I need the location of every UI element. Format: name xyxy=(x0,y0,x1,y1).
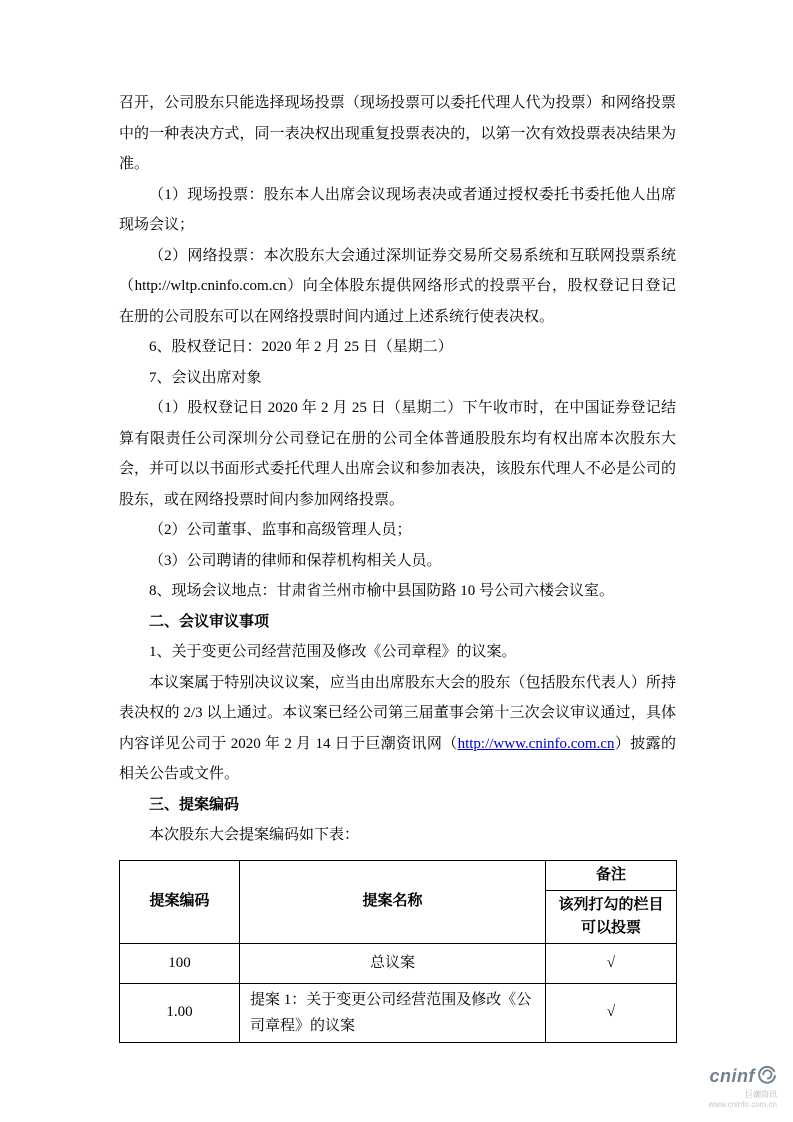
cninfo-caption-url: www.cninfo.com.cn xyxy=(708,1100,777,1109)
cninfo-brand-text: cninf xyxy=(709,1066,755,1086)
header-remark-note: 该列打勾的栏目可以投票 xyxy=(546,890,677,943)
header-remark: 备注 xyxy=(546,860,677,890)
cninfo-swirl-icon xyxy=(757,1064,777,1089)
section-heading-proposal-codes: 三、提案编码 xyxy=(149,796,240,813)
paragraph-network-voting xyxy=(119,241,676,333)
cell-remark-check: √ xyxy=(546,983,677,1042)
proposal-code-table xyxy=(119,860,677,1043)
paragraph-attendees-2: （2）公司董事、监事和高级管理人员； xyxy=(149,522,412,538)
table-row xyxy=(120,943,677,983)
cell-proposal-code: 1.00 xyxy=(120,983,240,1042)
cninfo-link[interactable]: http://www.cninfo.com.cn xyxy=(457,735,615,752)
cninfo-logo-caption xyxy=(709,1090,777,1110)
paragraph-text: ）向全体股东提供网络形式的投票平台，股权登记日登记在册的公司股东可以在网络投票时间内通过上述系统行使表决权。 xyxy=(119,278,676,325)
table-row xyxy=(120,983,677,1042)
cninfo-caption-name: 巨潮资讯 xyxy=(745,1090,777,1099)
header-proposal-name: 提案名称 xyxy=(240,860,546,943)
paragraph-proposal-item: 1、关于变更公司经营范围及修改《公司章程》的议案。 xyxy=(149,644,517,660)
cninfo-logo xyxy=(709,1064,777,1110)
paragraph-voting-intro: 召开，公司股东只能选择现场投票（现场投票可以委托代理人代为投票）和网络投票中的一种表决方式，同一表决权出现重复投票表决的，以第一次有效投票表决结果为准。 xyxy=(119,95,676,172)
paragraph-text: 本议案属于特别决议议案，应当由出席股东大会的股东（包括股东代表人）所持表决权的 2/3 以上通过。本议案已经公司第三届董事会第十三次会议审议通过，具体内容详见公司于 2020 年 2 月 14 日于巨潮资讯网（ xyxy=(119,674,676,752)
section-heading-review-items: 二、会议审议事项 xyxy=(149,613,270,630)
header-proposal-code: 提案编码 xyxy=(120,860,240,943)
cninfo-logo-top xyxy=(709,1064,777,1089)
document-content xyxy=(119,88,676,1043)
paragraph-onsite-voting: （1）现场投票：股东本人出席会议现场表决或者通过授权委托书委托他人出席现场会议； xyxy=(119,186,676,233)
cell-remark-check: √ xyxy=(546,943,677,983)
paragraph-record-date: 6、股权登记日：2020 年 2 月 25 日（星期二） xyxy=(149,339,453,355)
paragraph-text: （2）网络投票：本次股东大会通过深圳证券交易所交易系统和互联网投票系统 （ xyxy=(119,247,676,294)
paragraph-special-resolution xyxy=(119,668,676,790)
cell-proposal-code: 100 xyxy=(120,943,240,983)
table-header-row xyxy=(120,860,677,890)
cell-proposal-name: 总议案 xyxy=(240,943,546,983)
paragraph-attendees-3: （3）公司聘请的律师和保荐机构相关人员。 xyxy=(149,552,442,569)
paragraph-attendees-1: （1）股权登记日 2020 年 2 月 25 日（星期二）下午收市时，在中国证券登记结算有限责任公司深圳分公司登记在册的公司全体普通股股东均有权出席本次股东大会，并可以以书面形式委托代理人出席会议和参加表决，该股东代理人不必是公司的股东，或在网络投票时间内参加网络投票。 xyxy=(119,400,676,508)
paragraph-venue: 8、现场会议地点：甘肃省兰州市榆中县国防路 10 号公司六楼会议室。 xyxy=(149,583,615,599)
paragraph-text: ）披露的相关公告或文件。 xyxy=(119,735,676,782)
cell-proposal-name: 提案 1：关于变更公司经营范围及修改《公司章程》的议案 xyxy=(240,983,546,1042)
wltp-url-text: http://wltp.cninfo.com.cn xyxy=(134,278,287,294)
paragraph-table-intro: 本次股东大会提案编码如下表： xyxy=(149,827,360,843)
paragraph-attendees-title: 7、会议出席对象 xyxy=(149,369,262,386)
